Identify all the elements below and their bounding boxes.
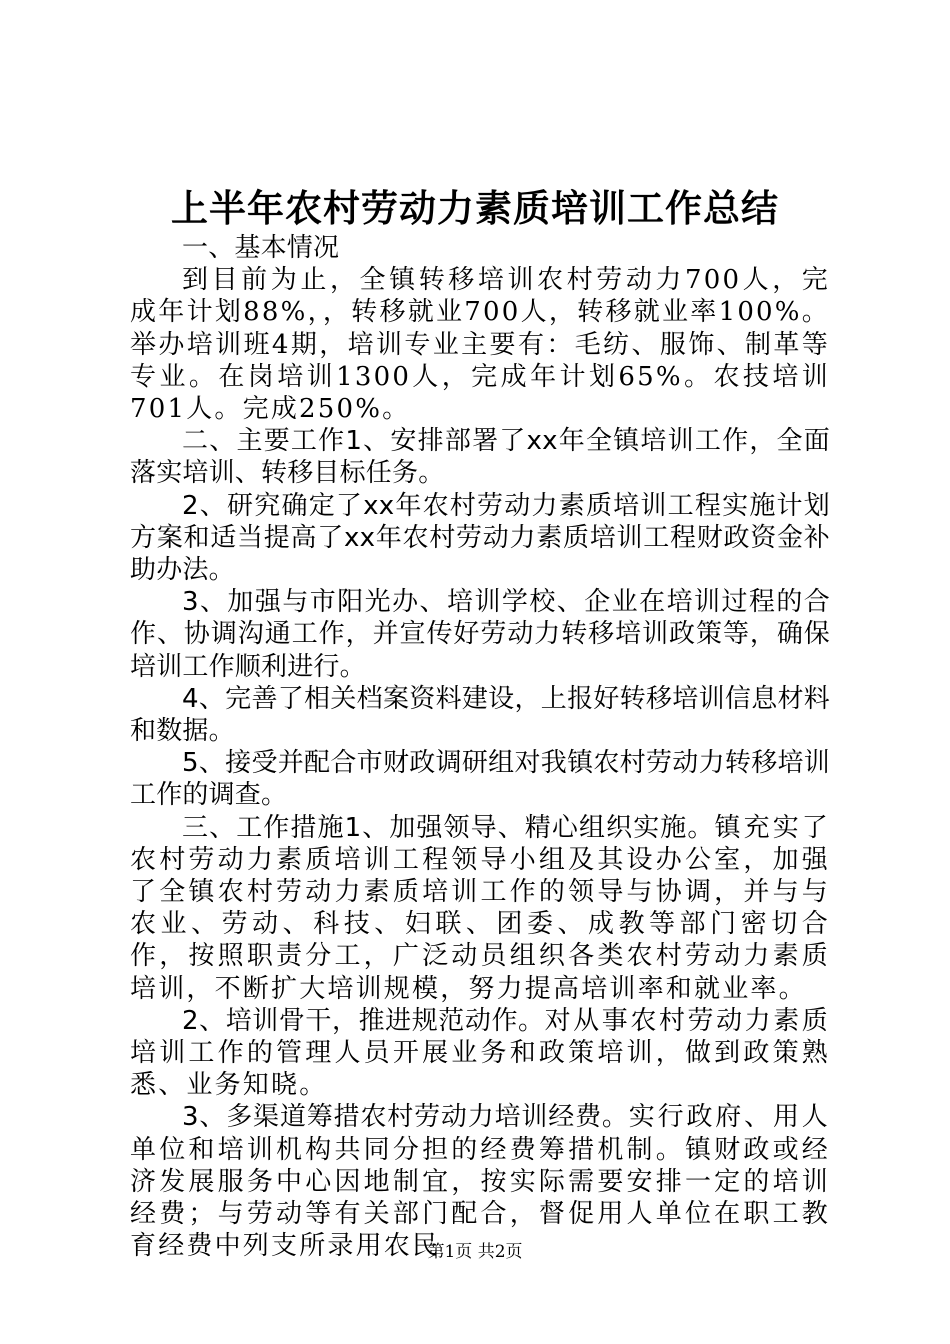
paragraph-measure-2 <box>130 1005 830 1102</box>
paragraph-main-work-4: 4、完善了相关档案资料建设，上报好转移培训信息材料和数据。 <box>130 683 830 747</box>
paragraph-main-work-1: 二、主要工作1、安排部署了xx年全镇培训工作，全面落实培训、转移目标任务。 <box>130 426 830 489</box>
paragraph-main-work-5: 5、接受并配合市财政调研组对我镇农村劳动力转移培训工作的调查。 <box>130 748 830 811</box>
paragraph-measure-3-body: 实行政府、用人单位和培训机构共同分担的经费筹措机制。镇财政或经济发展服务中心因地制宜，按实际需要安排一定的培训经费；与劳动等有关部门配合，督促用人单位在职工教育经费中列支所录用农民 <box>130 1102 830 1262</box>
paragraph-measure-1-body: 镇充实了农村劳动力素质培训工程领导小组及其设办公室，加强了全镇农村劳动力素质培训工作的领导与协调，并与与农业、劳动、科技、妇联、团委、成教等部门密切合作，按照职责分工，广泛动员组织各类农村劳动力素质培训，不断扩大培训规模，努力提高培训率和就业率。 <box>130 812 830 1004</box>
paragraph-measure-2-lead: 2、培训骨干，推进规范动作。 <box>182 1005 545 1036</box>
paragraph-measure-3-lead: 3、多渠道筹措农村劳动力培训经费。 <box>182 1102 629 1133</box>
paragraph-measure-2-body: 对从事农村劳动力素质培训工作的管理人员开展业务和政策培训，做到政策熟悉、业务知晓。 <box>130 1005 830 1101</box>
paragraph-main-work-3: 3、加强与市阳光办、培训学校、企业在培训过程的合作、协调沟通工作，并宣传好劳动力转移培训政策等，确保培训工作顺利进行。 <box>130 587 830 682</box>
paragraph-main-work-2: 2、研究确定了xx年农村劳动力素质培训工程实施计划方案和适当提高了xx年农村劳动力素质培训工程财政资金补助办法。 <box>130 490 830 586</box>
section-heading-basic-situation: 一、基本情况 <box>182 233 340 263</box>
paragraph-measure-3 <box>130 1101 830 1262</box>
paragraph-measure-1-lead: 三、工作措施1、加强领导、精心组织实施。 <box>182 812 715 843</box>
document-body <box>130 232 830 1263</box>
paragraph-measure-1 <box>130 812 830 1005</box>
document-title: 上半年农村劳动力素质培训工作总结 <box>171 186 779 230</box>
page-number-footer: 第1页 共2页 <box>427 1242 523 1262</box>
paragraph-basic-situation: 到目前为止，全镇转移培训农村劳动力700人，完成年计划88%，，转移就业700人，转移就业率100%。举办培训班4期，培训专业主要有：毛纺、服饰、制革等专业。在岗培训1300人，完成年计划65%。农技培训701人。完成250%。 <box>130 265 830 425</box>
